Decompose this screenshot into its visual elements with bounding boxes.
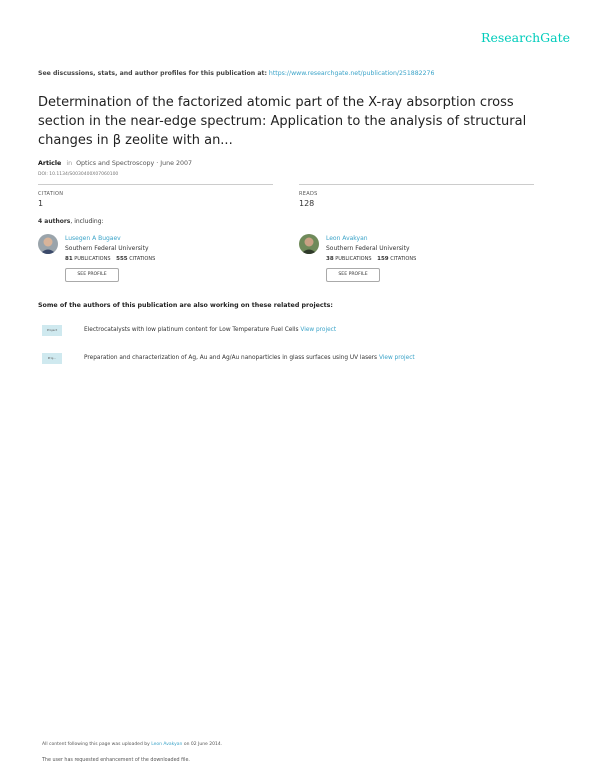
project-thumb-label: Proj... [47, 356, 57, 360]
researchgate-logo[interactable]: ResearchGate [481, 30, 570, 45]
project-text: Electrocatalysts with low platinum content for Low Temperature Fuel Cells [84, 327, 299, 333]
author-citations-label: CITATIONS [129, 256, 156, 262]
author-photo-icon [299, 234, 319, 254]
author-photo-icon [38, 234, 58, 254]
author-publications-count: 81 [65, 256, 73, 262]
project-thumbnail[interactable] [42, 353, 62, 364]
author-stats [326, 256, 416, 262]
author-affiliation: Southern Federal University [326, 245, 410, 252]
journal-link[interactable]: Optics and Spectroscopy [76, 160, 155, 167]
project-item [84, 327, 336, 333]
author-citations-label: CITATIONS [390, 256, 417, 262]
view-project-link[interactable]: View project [378, 355, 415, 361]
publication-type: Article [38, 160, 62, 167]
project-thumbnail[interactable] [42, 325, 62, 336]
author-affiliation: Southern Federal University [65, 245, 149, 252]
publication-date: · June 2007 [156, 160, 193, 167]
upload-note [42, 742, 222, 747]
uploader-link[interactable]: Leon Avakyan [151, 742, 183, 747]
publication-meta [38, 160, 192, 167]
authors-suffix: , including: [70, 218, 104, 225]
see-line-prefix: See discussions, stats, and author profiles for this publication at: [38, 70, 267, 77]
author-avatar[interactable] [299, 234, 319, 254]
related-projects-heading: Some of the authors of this publication are also working on these related projects: [38, 302, 333, 309]
author-publications-label: PUBLICATIONS [74, 256, 111, 262]
author-stats [65, 256, 155, 262]
divider-reads [299, 184, 534, 185]
authors-count: 4 authors [38, 218, 71, 225]
reads-label: READS [299, 191, 318, 197]
doi-text: DOI: 10.1134/S0030400X07060100 [38, 172, 119, 177]
meta-in: in [66, 160, 73, 167]
view-project-link[interactable]: View project [300, 327, 337, 333]
citation-label: CITATION [38, 191, 64, 197]
publication-title: Determination of the factorized atomic part of the X-ray absorption cross section in the near-edge spectrum: Application to the analysis of structural changes in β zeolite with an... [38, 95, 527, 148]
see-profiles-line [38, 70, 434, 77]
author-name-link[interactable]: Leon Avakyan [326, 235, 368, 242]
author-publications-count: 38 [326, 256, 334, 262]
author-name-link[interactable]: Lusegen A Bugaev [65, 235, 121, 242]
see-profile-button[interactable]: SEE PROFILE [326, 268, 380, 282]
citation-value: 1 [38, 199, 44, 208]
enhancement-note: The user has requested enhancement of the downloaded file. [42, 758, 190, 763]
reads-value: 128 [299, 199, 315, 208]
divider-citation [38, 184, 273, 185]
project-text: Preparation and characterization of Ag, Au and Ag/Au nanoparticles in glass surfaces using UV lasers [84, 355, 378, 361]
project-thumb-label: Project [46, 328, 58, 332]
authors-label [38, 218, 104, 225]
upload-note-suffix: on 02 June 2014. [183, 742, 223, 747]
author-avatar[interactable] [38, 234, 58, 254]
author-citations-count: 555 [116, 256, 128, 262]
see-profile-button[interactable]: SEE PROFILE [65, 268, 119, 282]
upload-note-prefix: All content following this page was uploaded by [42, 742, 150, 747]
project-item [84, 355, 415, 361]
publication-url-link[interactable]: https://www.researchgate.net/publication/251882276 [268, 70, 435, 77]
author-citations-count: 159 [377, 256, 389, 262]
author-publications-label: PUBLICATIONS [335, 256, 372, 262]
